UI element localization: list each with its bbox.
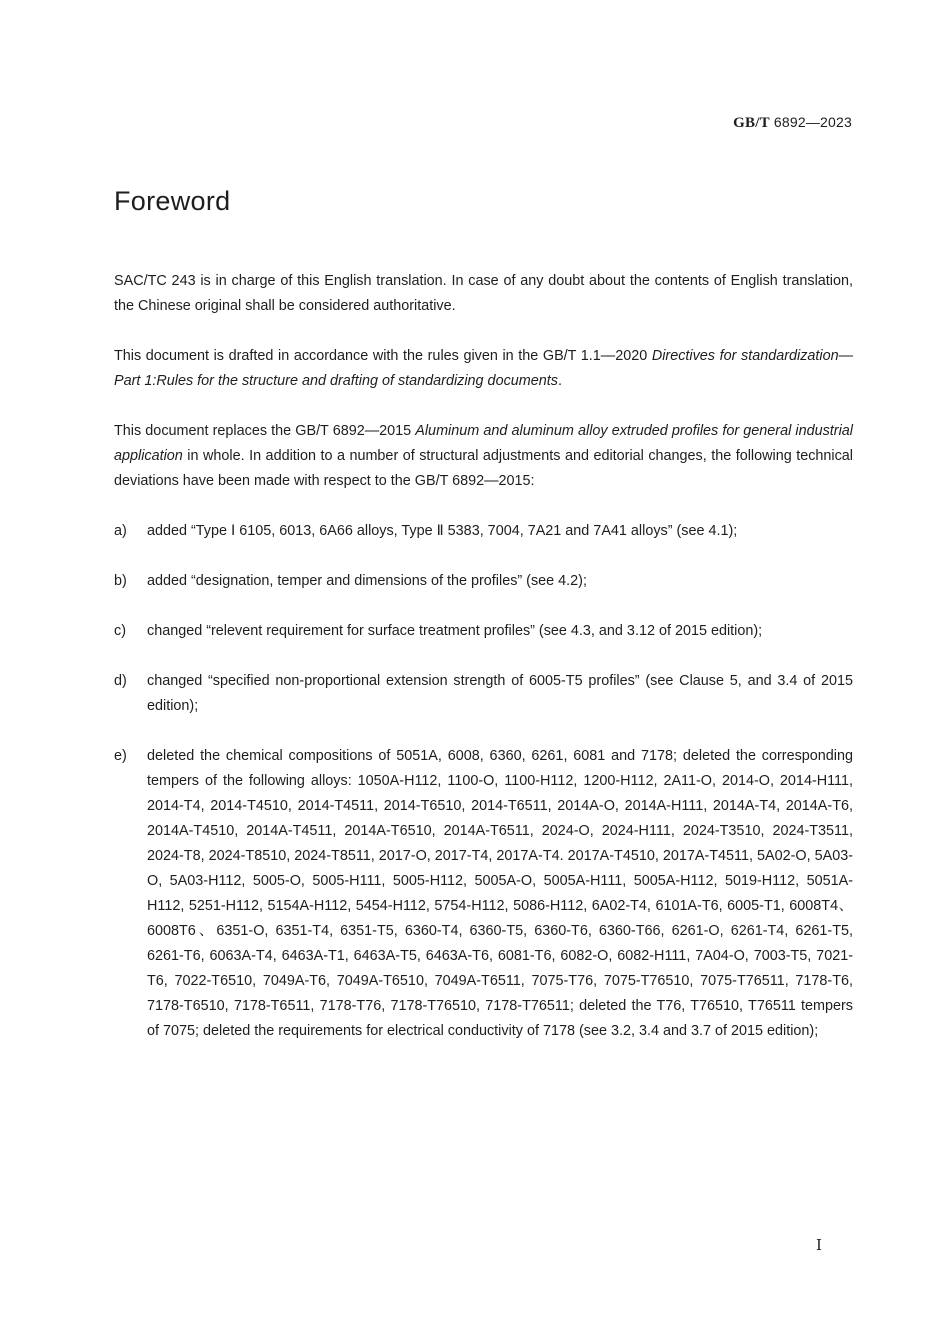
- list-item-label: b): [114, 573, 127, 589]
- replaced-standard-title: Aluminum and aluminum alloy extruded profiles for general industrial application: [114, 423, 853, 464]
- paragraph-replacement: [114, 419, 853, 494]
- paragraph-drafting-rules: [114, 344, 853, 394]
- list-item: [114, 744, 853, 1044]
- list-item-text: changed “specified non-proportional extension strength of 6005-T5 profiles” (see Clause 5, and 3.4 of 2015 edition);: [147, 673, 853, 714]
- list-item: [114, 669, 853, 719]
- list-item: [114, 519, 853, 544]
- standard-prefix: GB/T: [733, 115, 770, 131]
- document-code: [733, 114, 852, 132]
- list-item-label: c): [114, 623, 126, 639]
- list-item-text: deleted the chemical compositions of 5051A, 6008, 6360, 6261, 6081 and 7178; deleted the corresponding tempers of the following alloys: 1050A-H112, 1100-O, 1100-H112, 1200-H112, 2A11-O, 2014-O, 2014-H111, 2014-T4, 2014-T4510, 2014-T4511, 2014-T6510, 2014-T6511, 2014A-O, 2014A-H111, 2014A-T4, 2014A-T6, 2014A-T4510, 2014A-T4511, 2014A-T6510, 2014A-T6511, 2024-O, 2024-H111, 2024-T3510, 2024-T3511, 2024-T8, 2024-T8510, 2024-T8511, 2017-O, 2017-T4, 2017A-T4. 2017A-T4510, 2017A-T4511, 5A02-O, 5A03-O, 5A03-H112, 5005-O, 5005-H111, 5005-H112, 5005A-O, 5005A-H111, 5005A-H112, 5019-H112, 5051A-H112, 5251-H112, 5154A-H112, 5454-H112, 5754-H112, 5086-H112, 6A02-T4, 6101A-T6, 6005-T1, 6008T4、6008T6、6351-O, 6351-T4, 6351-T5, 6360-T4, 6360-T5, 6360-T6, 6360-T66, 6261-O, 6261-T4, 6261-T5, 6261-T6, 6063A-T4, 6463A-T1, 6463A-T5, 6463A-T6, 6081-T6, 6082-O, 6082-H111, 7A04-O, 7003-T5, 7021-T6, 7022-T6510, 7049A-T6, 7049A-T6510, 7049A-T6511, 7075-T76, 7075-T76510, 7075-T76511, 7178-T6, 7178-T6510, 7178-T6511, 7178-T76, 7178-T76510, 7178-T76511; deleted the T76, T76510, T76511 tempers of 7075; deleted the requirements for electrical conductivity of 7178 (see 3.2, 3.4 and 3.7 of 2015 edition);: [147, 748, 853, 1039]
- page-number: Ⅰ: [816, 1238, 822, 1254]
- list-item-text: added “Type Ⅰ 6105, 6013, 6A66 alloys, Type Ⅱ 5383, 7004, 7A21 and 7A41 alloys” (see 4.1);: [147, 523, 738, 539]
- foreword-body: [114, 269, 853, 1069]
- list-item: [114, 569, 853, 594]
- directives-title: Directives for standardization—Part 1:Rules for the structure and drafting of standardizing documents: [114, 348, 853, 389]
- standard-number: 6892—2023: [769, 114, 852, 130]
- paragraph-translation-note: SAC/TC 243 is in charge of this English translation. In case of any doubt about the contents of English translation, the Chinese original shall be considered authoritative.: [114, 273, 853, 314]
- list-item-label: e): [114, 748, 127, 764]
- replacement-text-rest: in whole. In addition to a number of structural adjustments and editorial changes, the following technical deviations have been made with respect to the GB/T 6892—2015:: [114, 448, 853, 489]
- list-item-label: d): [114, 673, 127, 689]
- list-item-text: changed “relevent requirement for surface treatment profiles” (see 4.3, and 3.12 of 2015 edition);: [147, 623, 763, 639]
- drafting-end: .: [557, 373, 562, 389]
- page-title: Foreword: [114, 186, 231, 216]
- list-item-text: added “designation, temper and dimensions of the profiles” (see 4.2);: [147, 573, 587, 589]
- list-item-label: a): [114, 523, 127, 539]
- list-item: [114, 619, 853, 644]
- replacement-text: This document replaces the GB/T 6892—2015: [114, 423, 416, 439]
- drafting-text: This document is drafted in accordance with the rules given in the GB/T 1.1—2020: [114, 348, 652, 364]
